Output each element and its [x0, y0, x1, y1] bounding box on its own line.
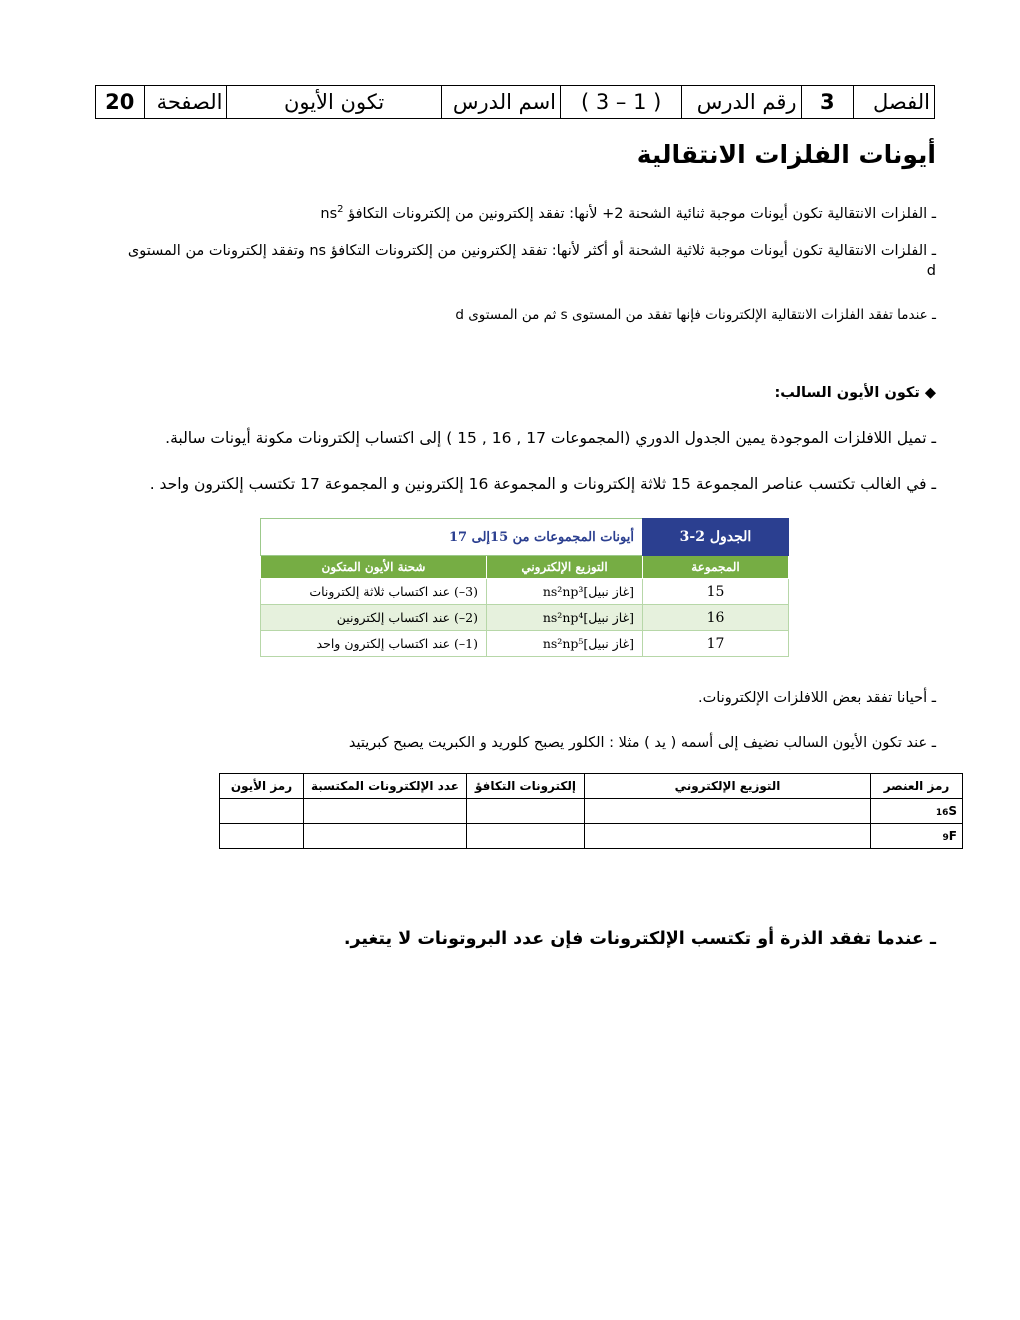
- element-symbol-cell: 9F: [871, 824, 963, 849]
- paragraph-protons-unchanged: ـ عندما تفقد الذرة أو تكتسب الإلكترونات فإن عدد البروتونات لا يتغير.: [343, 929, 936, 949]
- paragraph-ide-suffix: ـ عند تكون الأيون السالب نضيف إلى أسمه ( يد ) مثلا : الكلور يصبح كلوريد و الكبريت يصبح كبريتيد: [348, 735, 936, 751]
- config-cell: [غاز نبيل]ns²np⁵: [487, 631, 643, 657]
- paragraph-transition-2plus: [320, 200, 936, 224]
- page-label: الصفحة: [144, 86, 227, 119]
- chapter-label: الفصل: [854, 86, 935, 119]
- answer-cell[interactable]: [304, 799, 467, 824]
- valence-formula: $ns^2$: [320, 204, 344, 222]
- ion-exercise-table: [219, 773, 963, 849]
- table-row: [261, 605, 789, 631]
- paragraph-nonmetals-gain: ـ تميل اللافلزات الموجودة يمين الجدول الدوري (المجموعات 17 , 16 , 15 ) إلى اكتساب إلكترونات مكونة أيونات سالبة.: [165, 429, 936, 447]
- table-label: الجدول 2-3: [643, 519, 789, 556]
- group-cell: 15: [643, 579, 789, 605]
- paragraph-nonmetals-lose: ـ أحيانا تفقد بعض اللافلزات الإلكترونات.: [698, 690, 936, 706]
- answer-cell[interactable]: [220, 799, 304, 824]
- element-symbol-cell: 16S: [871, 799, 963, 824]
- group-cell: 17: [643, 631, 789, 657]
- table-row: [220, 824, 963, 849]
- answer-cell[interactable]: [585, 824, 871, 849]
- column-header: المجموعة: [643, 556, 789, 579]
- lesson-number: ( 1 – 3 ): [561, 86, 682, 119]
- chapter-number: 3: [801, 86, 854, 119]
- charge-cell: (2–) عند اكتساب إلكترونين: [261, 605, 487, 631]
- page-number: 20: [96, 86, 145, 119]
- lesson-number-label: رقم الدرس: [682, 86, 801, 119]
- column-header: شحنة الأيون المتكون: [261, 556, 487, 579]
- paragraph-s-then-d: ـ عندما تفقد الفلزات الانتقالية الإلكترونات فإنها تفقد من المستوى s ثم من المستوى d: [455, 307, 936, 323]
- column-header: رمز العنصر: [871, 774, 963, 799]
- column-header: التوزيع الإلكتروني: [487, 556, 643, 579]
- section-title: أيونات الفلزات الانتقالية: [636, 140, 936, 169]
- column-header: رمز الأيون: [220, 774, 304, 799]
- answer-cell[interactable]: [467, 799, 585, 824]
- charge-cell: (1–) عند اكتساب إلكترون واحد: [261, 631, 487, 657]
- column-header: التوزيع الإلكتروني: [585, 774, 871, 799]
- table-title: أيونات المجموعات من 15إلى 17: [261, 519, 643, 556]
- answer-cell[interactable]: [585, 799, 871, 824]
- table-header-row: [261, 556, 789, 579]
- answer-cell[interactable]: [467, 824, 585, 849]
- lesson-header: [95, 85, 935, 119]
- lesson-name: تكون الأيون: [227, 86, 441, 119]
- ions-groups-table: [260, 518, 789, 657]
- answer-cell[interactable]: [220, 824, 304, 849]
- column-header: عدد الإلكترونات المكتسبة: [304, 774, 467, 799]
- paragraph-groups-gain: ـ في الغالب تكتسب عناصر المجموعة 15 ثلاثة إلكترونات و المجموعة 16 إلكترونين و المجموعة 17 تكتسب إلكترون واحد .: [149, 475, 936, 493]
- table-header-row: [220, 774, 963, 799]
- lesson-name-label: اسم الدرس: [441, 86, 560, 119]
- negative-ion-heading: ◆ تكون الأيون السالب:: [774, 385, 936, 401]
- paragraph-transition-3plus: ـ الفلزات الانتقالية تكون أيونات موجبة ثلاثية الشحنة أو أكثر لأنها: تفقد إلكترونين من إلكترونات التكافؤ ns وتفقد إلكترونات من المستوى d: [127, 243, 936, 279]
- answer-cell[interactable]: [304, 824, 467, 849]
- column-header: إلكترونات التكافؤ: [467, 774, 585, 799]
- table-row: [220, 799, 963, 824]
- table-row: [261, 579, 789, 605]
- paragraph-text: ـ الفلزات الانتقالية تكون أيونات موجبة ثنائية الشحنة 2+ لأنها: تفقد إلكترونين من إلكترونات التكافؤ: [343, 205, 936, 222]
- config-cell: [غاز نبيل]ns²np⁴: [487, 605, 643, 631]
- config-cell: [غاز نبيل]ns²np³: [487, 579, 643, 605]
- group-cell: 16: [643, 605, 789, 631]
- charge-cell: (3–) عند اكتساب ثلاثة إلكترونات: [261, 579, 487, 605]
- table-row: [261, 631, 789, 657]
